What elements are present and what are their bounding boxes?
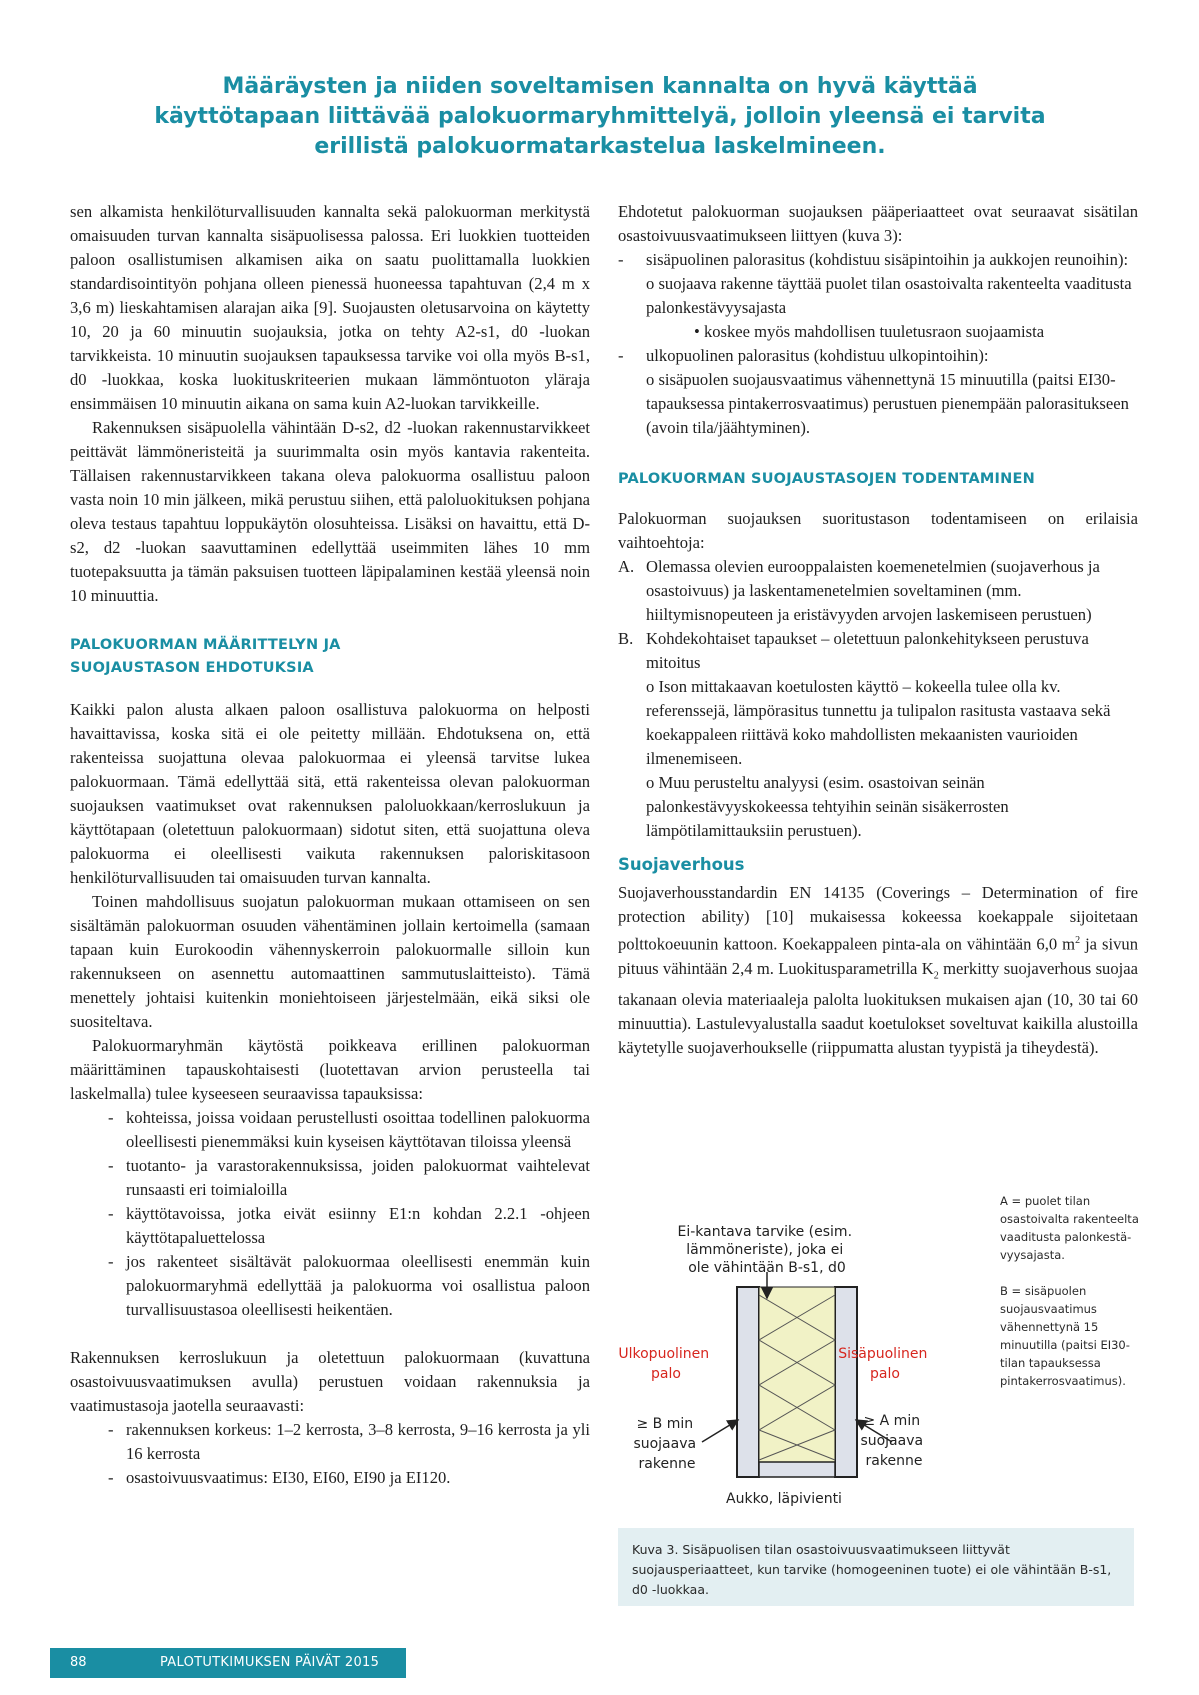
option-b-sub-2: o Muu perusteltu analyysi (esim. osastoivan seinän palonkestävyyskokeessa tehtyihin seinän sisäkerrosten lämpötilamittauksiin perustuen). xyxy=(646,773,1009,840)
section-heading-verification: PALOKUORMAN SUOJAUSTASOJEN TODENTAMINEN xyxy=(618,471,1035,487)
principles-list xyxy=(618,248,1138,440)
left-paragraph-6: Rakennuksen kerroslukuun ja oletettuun palokuormaan (kuvattuna osastoivuusvaatimuksen avulla) perustuen voidaan rakennuksia ja vaatimustasoja jaotella seuraavasti: xyxy=(70,1348,590,1415)
classification-list-item: - rakennuksen korkeus: 1–2 kerrosta, 3–8 kerrosta, 9–16 kerrosta ja yli 16 kerrosta xyxy=(70,1418,590,1466)
top-label: Ei-kantava tarvike (esim. lämmöneriste), joka ei ole vähintään B-s1, d0 xyxy=(677,1224,853,1276)
option-a-text: Olemassa olevien eurooppalaisten koemenetelmien (suojaverhous ja osastoivuus) ja laskentamenetelmien soveltaminen (mm. hiiltymisnopeuteen ja eristävyyden arvojen laskemiseen perustuen) xyxy=(646,557,1100,624)
figure-side-note xyxy=(1000,1192,1150,1408)
left-paragraph-2: Rakennuksen sisäpuolella vähintään D-s2, d2 -luokan rakennustarvikkeet peittävät lämmöneristeitä ja suurimmalta osin myös kantavia rakenteita. Tällaisen rakennustarvikkeen takana oleva palokuorma osallistuu paloon vasta noin 10 min jälkeen, mikä perustuu siihen, että paloluokituksen pohjana oleva testaus tapahtuu loppukäytön olosuhteissa. Lisäksi on havaittu, että D-s2, d2 -luokan saavuttaminen edellyttää useimmiten lähes 10 mm tuotepaksuutta ja tämän paksuisen tuotteen läpipalaminen kestää yleensä noin 10 minuuttia. xyxy=(70,418,590,605)
inner-requirement-label: ≥ A min suojaava rakenne xyxy=(860,1413,924,1469)
outer-fire-label: Ulkopuolinen palo xyxy=(618,1346,710,1382)
opening-label: Aukko, läpivienti xyxy=(726,1491,842,1507)
right-paragraph-3: Suojaverhousstandardin EN 14135 (Coverings – Determination of fire protection ability) [10] mukaisessa kokeessa koekappale sijoitetaan polttokoeuunin kattoon. Koekappaleen pinta-ala on vähintään 6,0 $m^2$ ja sivun pituus vähintään 2,4 m. Luokitusparametrilla $K_2$ merkitty suojaverhous suojaa takanaan olevia materiaaleja palolta luokituksen mukaisen ajan (10, 30 tai 60 minuuttia). Lastulevyalustalla saadut koetulokset soveltuvat kaikilla alustoilla käytetylle suojaverhoukselle (riippumatta alustan tyypistä ja tiheydestä). xyxy=(618,883,1139,1057)
side-note-b: B = sisäpuolen suojausvaatimus vähennettynä 15 minuutilla (paitsi EI30-tilan tapauksessa pintakerrosvaatimus). xyxy=(1000,1284,1130,1388)
side-note-a: A = puolet tilan osastoivalta rakenteelta vaaditusta palonkestävyysajasta. xyxy=(1000,1194,1139,1262)
section-heading-definition: PALOKUORMAN MÄÄRITTELYN JA SUOJAUSTASON EHDOTUKSIA xyxy=(70,637,341,676)
verification-list xyxy=(618,555,1138,843)
classification-list-item: - osastoivuusvaatimus: EI30, EI60, EI90 ja EI120. xyxy=(70,1466,590,1490)
left-paragraph-4: Toinen mahdollisuus suojatun palokuorman mukaan ottamiseen on sen sisältämän palokuorman osuuden vähentäminen jollain kertoimella (samaan tapaan kuin Eurokoodin vähennyskerroin palokuormalle silloin kun rakennukseen on asennettu automaattinen sammutuslaitteisto). Tämä menettely johtaisi kuitenkin moniehtoiseen järjestelmään, eikä siksi ole suositeltava. xyxy=(70,892,590,1031)
left-column xyxy=(70,200,590,1490)
subheading-suojaverhous: Suojaverhous xyxy=(618,855,745,874)
classification-list xyxy=(70,1418,590,1490)
page-number: 88 xyxy=(70,1655,87,1670)
case-list-item: - tuotanto- ja varastorakennuksissa, joiden palokuormat vaihtelevat runsaasti eri toimialoilla xyxy=(70,1154,590,1202)
left-paragraph-1: sen alkamista henkilöturvallisuuden kannalta sekä palokuorman merkitystä omaisuuden turvan kannalta sisäpuolisessa palossa. Eri luokkien tuotteiden paloon osallistumisen alkamisen aika on saatu puolittamalla luokkien standardisointityön pohjana olleen pienessä huoneessa tapahtuvan (2,4 m x 3,6 m) lieskahtamisen alarajan aika [9]. Suojausten oletusarvoina on käytetty 10, 20 ja 60 minuutin suojauksia, jotka on tehty A2-s1, d0 -luokan tarvikkeista. 10 minuutin suojauksen tapauksessa tarvike voi olla myös B-s1, d0 -luokkaa, koska luokituskriteerien mukaan lämmöntuoton yläraja ensimmäisen 10 minuutin aikana on sama kuin A2-luokan tarvikkeille. xyxy=(70,202,590,413)
principle-inner-bullet: • koskee myös mahdollisen tuuletusraon suojaamista xyxy=(694,322,1045,341)
option-b-sub-1: o Ison mittakaavan koetulosten käyttö – kokeella tulee olla kv. referenssejä, lämpörasitus tunnettu ja tulipalon rasitusta vastaava sekä koekappaleen riittävä koko mahdollisten mekaanisten vaurioiden ilmenemiseen. xyxy=(646,677,1111,768)
case-list-item: - kohteissa, joissa voidaan perustellusti osoittaa todellinen palokuorma oleellisesti pienemmäksi kuin kyseisen käyttötavan tiloissa yleensä xyxy=(70,1106,590,1154)
left-req-arrow xyxy=(702,1420,738,1442)
principle-inner: - sisäpuolinen palorasitus (kohdistuu sisäpintoihin ja aukkojen reunoihin): xyxy=(618,250,1129,269)
principle-outer-sub: o sisäpuolen suojausvaatimus vähennettynä 15 minuutilla (paitsi EI30-tapauksessa pintakerrosvaatimus) perustuen pienempään palorasitukseen (avoin tila/jäähtyminen). xyxy=(646,370,1129,437)
figure-caption: Kuva 3. Sisäpuolisen tilan osastoivuusvaatimukseen liittyvät suojausperiaatteet, kun tarvike (homogeeninen tuote) ei ole vähintään B-s1, d0 -luokkaa. xyxy=(618,1528,1134,1606)
case-list-item: - käyttötavoissa, jotka eivät esiinny E1:n kohdan 2.2.1 -ohjeen käyttötapaluettelossa xyxy=(70,1202,590,1250)
outer-requirement-label: ≥ B min suojaava rakenne xyxy=(633,1416,697,1472)
case-list xyxy=(70,1106,590,1322)
outer-protective-board xyxy=(737,1287,759,1477)
publication-name: PALOTUTKIMUKSEN PÄIVÄT 2015 xyxy=(160,1655,380,1670)
inner-protective-board xyxy=(835,1287,857,1477)
option-b-text: Kohdekohtaiset tapaukset – oletettuun palonkehitykseen perustuva mitoitus xyxy=(646,629,1089,672)
page-footer xyxy=(50,1648,406,1678)
right-paragraph-2: Palokuorman suojauksen suoritustason todentamiseen on erilaisia vaihtoehtoja: xyxy=(618,509,1138,552)
inner-fire-label: Sisäpuolinen palo xyxy=(838,1346,928,1382)
principle-outer: - ulkopuolinen palorasitus (kohdistuu ulkopintoihin): xyxy=(618,346,989,365)
right-column xyxy=(618,200,1138,1060)
page-headline: Määräysten ja niiden soveltamisen kannalta on hyvä käyttää käyttötapaan liittävää palokuormaryhmittelyä, jolloin yleensä ei tarvita erillistä palokuormatarkastelua laskelmineen. xyxy=(154,74,1046,159)
option-b: B. Kohdekohtaiset tapaukset – oletettuun palonkehitykseen perustuva mitoitus xyxy=(618,629,1089,672)
left-paragraph-3: Kaikki palon alusta alkaen paloon osallistuva palokuorma on helposti havaittavissa, koska sitä ei ole peitetty millään. Ehdotuksena on, että rakenteissa suojattuna olevaa palokuormaa ei yleensä tarvitse lukea palokuormaan. Tämä edellyttää sitä, että rakenteissa olevan palokuorman suojauksen vaatimukset ovat rakennuksen paloluokkaan/kerroslukuun ja käyttötapaan (oletettuun palokuormaan) sidotut siten, että suojattuna oleva palokuorma ei oleellisesti vaikuta rakennuksen paloriskitasoon henkilöturvallisuuden tai omaisuuden turvan kannalta. xyxy=(70,700,590,887)
case-list-item: - jos rakenteet sisältävät palokuormaa oleellisesti enemmän kuin palokuormaryhmä edellyttää ja palokuorma voi osallistua paloon turvallisuustasoa oleellisesti heikentäen. xyxy=(70,1250,590,1322)
principle-inner-sub: o suojaava rakenne täyttää puolet tilan osastoivalta rakenteelta vaaditusta palonkestävyysajasta xyxy=(646,274,1132,317)
opening-bottom-board xyxy=(759,1462,835,1477)
option-a: A. Olemassa olevien eurooppalaisten koemenetelmien (suojaverhous ja osastoivuus) ja laskentamenetelmien soveltaminen (mm. hiiltymisnopeuteen ja eristävyyden arvojen laskemiseen perustuen) xyxy=(618,557,1100,624)
right-paragraph-1: Ehdotetut palokuorman suojauksen pääperiaatteet ovat seuraavat sisätilan osastoivuusvaatimukseen liittyen (kuva 3): xyxy=(618,202,1138,245)
left-paragraph-5: Palokuormaryhmän käytöstä poikkeava erillinen palokuorman määrittäminen tapauskohtaisesti (luotettavan arvion perusteella tai laskelmalla) tulee kyseeseen seuraavissa tapauksissa: xyxy=(70,1036,590,1103)
principle-outer-title: ulkopuolinen palorasitus (kohdistuu ulkopintoihin): xyxy=(646,346,989,365)
insulation-layer xyxy=(759,1287,835,1462)
principle-inner-title: sisäpuolinen palorasitus (kohdistuu sisäpintoihin ja aukkojen reunoihin): xyxy=(646,250,1129,269)
